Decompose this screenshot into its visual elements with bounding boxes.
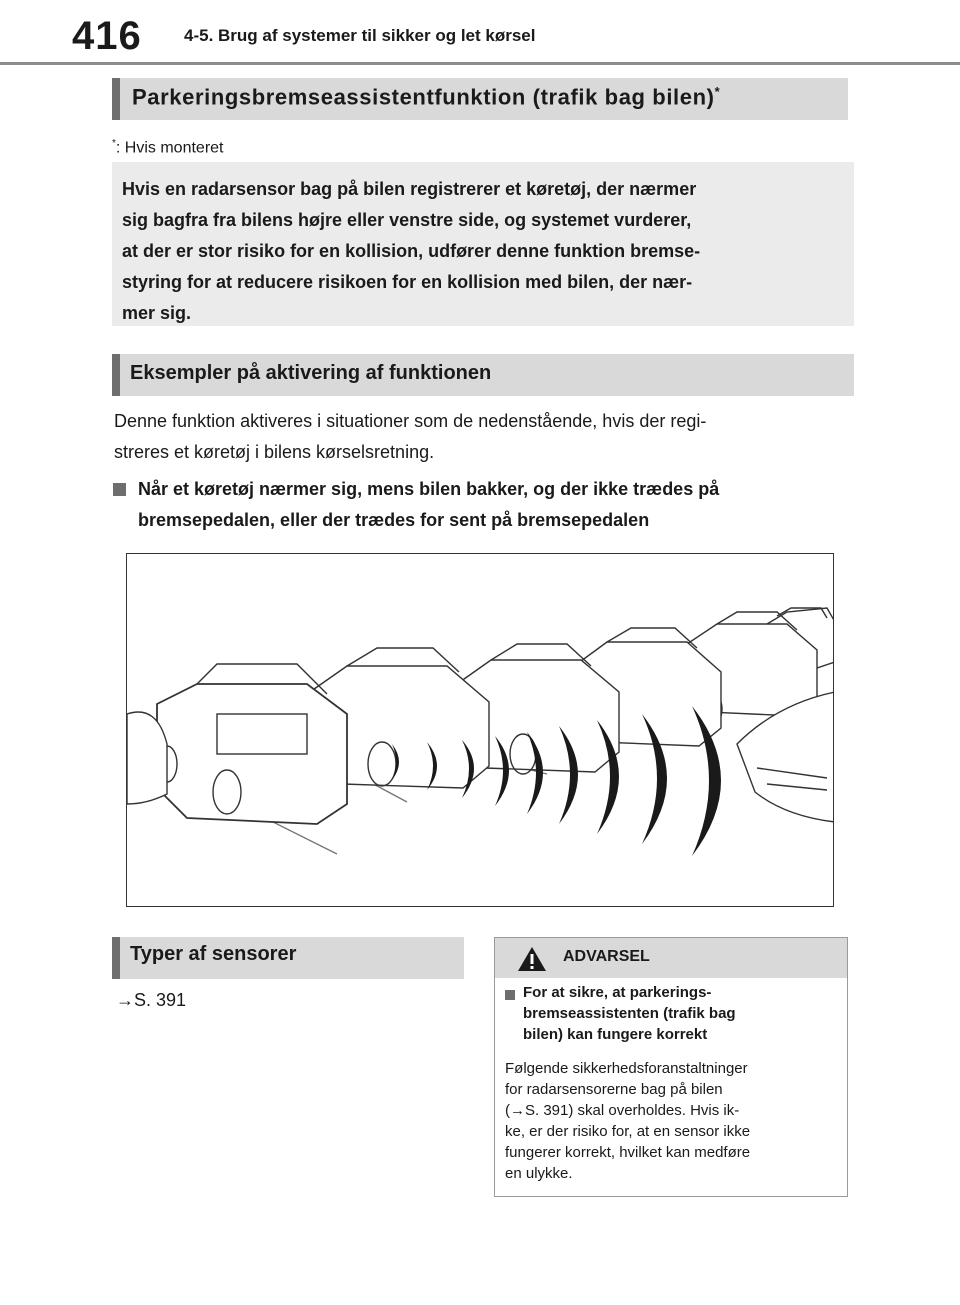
- square-bullet-icon: [113, 483, 126, 496]
- sub-heading-line: bremsepedalen, eller der trædes for sent på bremsepedalen: [138, 510, 650, 530]
- warning-sub-heading: [523, 982, 833, 1045]
- warning-body-line: ke, er der risiko for, at en sensor ikke: [505, 1123, 751, 1140]
- warning-label: ADVARSEL: [563, 948, 650, 965]
- warning-sub-line: For at sikre, at parkerings-: [523, 984, 712, 1001]
- warning-header: [495, 938, 847, 978]
- warning-triangle-icon: [517, 946, 547, 972]
- warning-body-line: for radarsensorerne bag på bilen: [505, 1081, 723, 1098]
- examples-body: [114, 406, 854, 468]
- warning-sub-line: bilen) kan fungere korrekt: [523, 1026, 708, 1043]
- section-title-examples: Eksempler på aktivering af funktionen: [112, 354, 854, 396]
- page-number: 416: [72, 14, 142, 58]
- body-line: streres et køretøj i bilens kørselsretning.: [114, 442, 435, 462]
- footnote-text: : Hvis monteret: [115, 139, 224, 157]
- example-sub-heading: [138, 474, 858, 536]
- footnote-asterisk: *: [112, 138, 116, 149]
- section-title-sensor-types: Typer af sensorer: [112, 937, 464, 979]
- square-bullet-icon: [505, 990, 515, 1000]
- warning-box: [494, 937, 848, 1197]
- section-title-asterisk: *: [714, 84, 721, 99]
- intro-box: [112, 162, 854, 326]
- header-divider: [0, 62, 960, 65]
- arrow-right-icon: →: [116, 990, 134, 1010]
- intro-line: at der er stor risiko for en kollision, udfører denne funktion bremse-: [122, 241, 701, 261]
- warning-body: [505, 1058, 839, 1184]
- intro-line: Hvis en radarsensor bag på bilen registrerer et køretøj, der nærmer: [122, 179, 697, 199]
- illustration-reversing-car: [126, 553, 834, 907]
- footnote: [112, 138, 224, 157]
- section-title-text: Parkeringsbremseassistentfunktion (trafik bag bilen): [132, 84, 715, 110]
- warning-sub-line: bremseassistenten (trafik bag: [523, 1005, 736, 1022]
- warning-body-line: fungerer korrekt, hvilket kan medføre: [505, 1144, 751, 1161]
- intro-line: styring for at reducere risikoen for en kollision med bilen, der nær-: [122, 272, 693, 292]
- section-title-parking-brake-assist: [112, 78, 848, 120]
- intro-line: sig bagfra fra bilens højre eller venstre side, og systemet vurderer,: [122, 210, 692, 230]
- chapter-title: 4-5. Brug af systemer til sikker og let kørsel: [184, 26, 536, 45]
- body-line: Denne funktion aktiveres i situationer som de nedenstående, hvis der regi-: [114, 411, 707, 431]
- warning-body-line: (→S. 391) skal overholdes. Hvis ik-: [505, 1102, 740, 1119]
- page-reference-link[interactable]: [116, 990, 186, 1011]
- sub-heading-line: Når et køretøj nærmer sig, mens bilen bakker, og der ikke trædes på: [138, 479, 720, 499]
- warning-body-line: Følgende sikkerhedsforanstaltninger: [505, 1060, 748, 1077]
- page-reference-text: S. 391: [134, 990, 187, 1010]
- parking-lot-illustration: [127, 554, 834, 907]
- intro-line: mer sig.: [122, 303, 192, 323]
- warning-body-line: en ulykke.: [505, 1165, 573, 1182]
